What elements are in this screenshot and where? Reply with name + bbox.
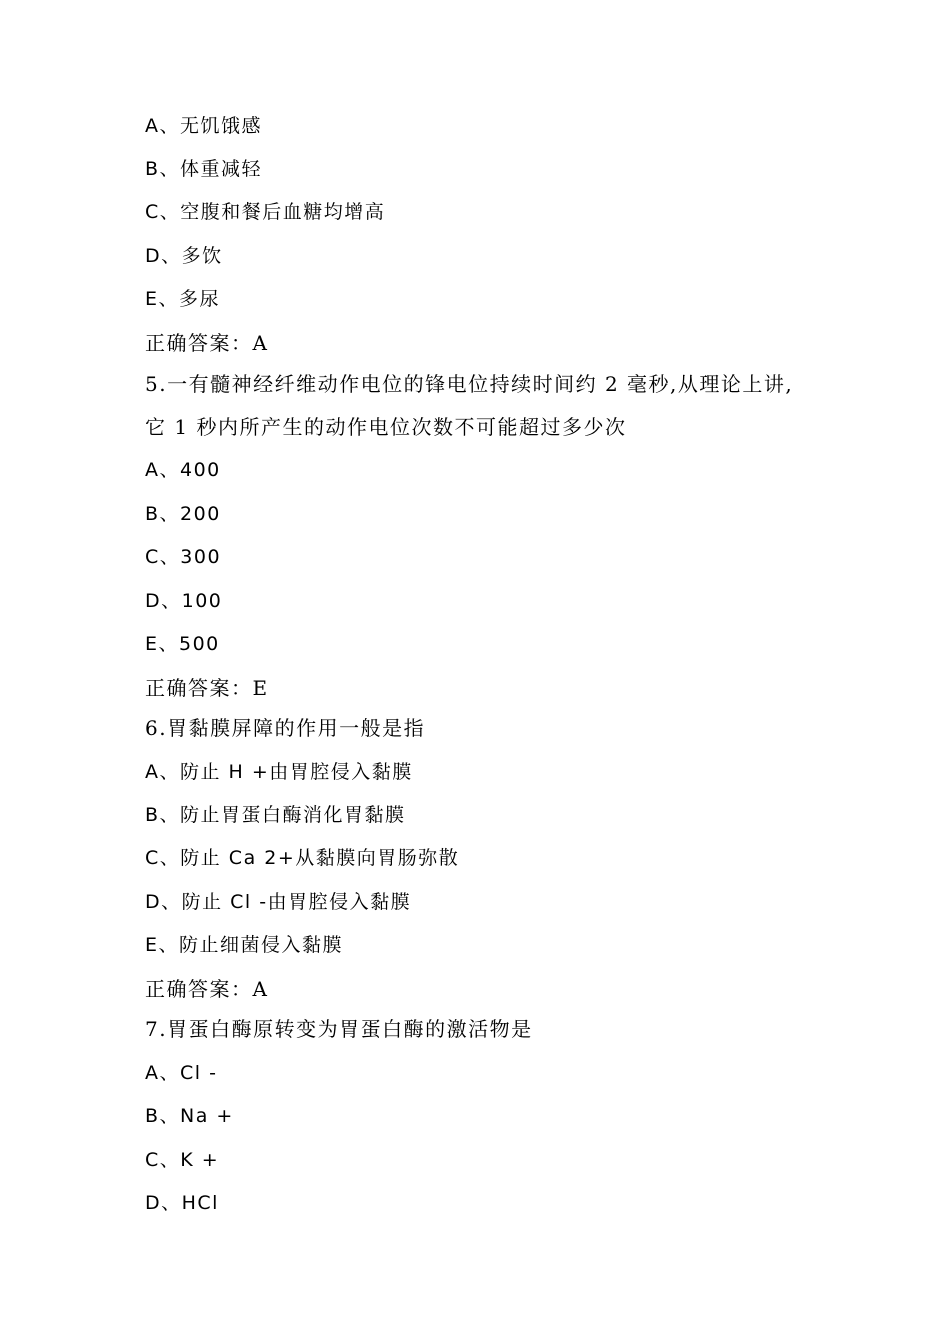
q6-option-a: A、防止 H +由胃腔侵入黏膜 xyxy=(145,761,413,783)
q6-option-c: C、防止 Ca 2+从黏膜向胃肠弥散 xyxy=(145,847,460,869)
q5-option-a: A、400 xyxy=(145,459,221,481)
q4-option-a: A、无饥饿感 xyxy=(145,115,262,137)
q6-option-d: D、防止 Cl -由胃腔侵入黏膜 xyxy=(145,891,412,913)
q7-option-b: B、Na + xyxy=(145,1105,234,1127)
q6-stem: 6.胃黏膜屏障的作用一般是指 xyxy=(145,716,426,740)
q7-option-c: C、K + xyxy=(145,1149,220,1171)
q4-option-b: B、体重减轻 xyxy=(145,158,263,180)
q5-stem-line-2: 它 1 秒内所产生的动作电位次数不可能超过多少次 xyxy=(145,415,627,439)
q4-option-c: C、空腹和餐后血糖均增高 xyxy=(145,201,386,223)
q5-option-b: B、200 xyxy=(145,503,221,525)
q7-option-a: A、Cl - xyxy=(145,1062,218,1084)
q6-answer: 正确答案：A xyxy=(145,977,269,1001)
q4-option-e: E、多尿 xyxy=(145,288,221,310)
q7-option-d: D、HCl xyxy=(145,1192,219,1214)
q4-option-d: D、多饮 xyxy=(145,245,223,267)
q5-answer: 正确答案：E xyxy=(145,676,269,700)
q6-option-e: E、防止细菌侵入黏膜 xyxy=(145,934,344,956)
q5-option-d: D、100 xyxy=(145,590,223,612)
q7-stem: 7.胃蛋白酶原转变为胃蛋白酶的激活物是 xyxy=(145,1017,533,1041)
q6-option-b: B、防止胃蛋白酶消化胃黏膜 xyxy=(145,804,406,826)
q5-option-e: E、500 xyxy=(145,633,220,655)
q4-answer: 正确答案：A xyxy=(145,331,269,355)
q5-option-c: C、300 xyxy=(145,546,222,568)
q5-stem-line-1: 5.一有髓神经纤维动作电位的锋电位持续时间约 2 毫秒,从理论上讲, xyxy=(145,372,794,396)
